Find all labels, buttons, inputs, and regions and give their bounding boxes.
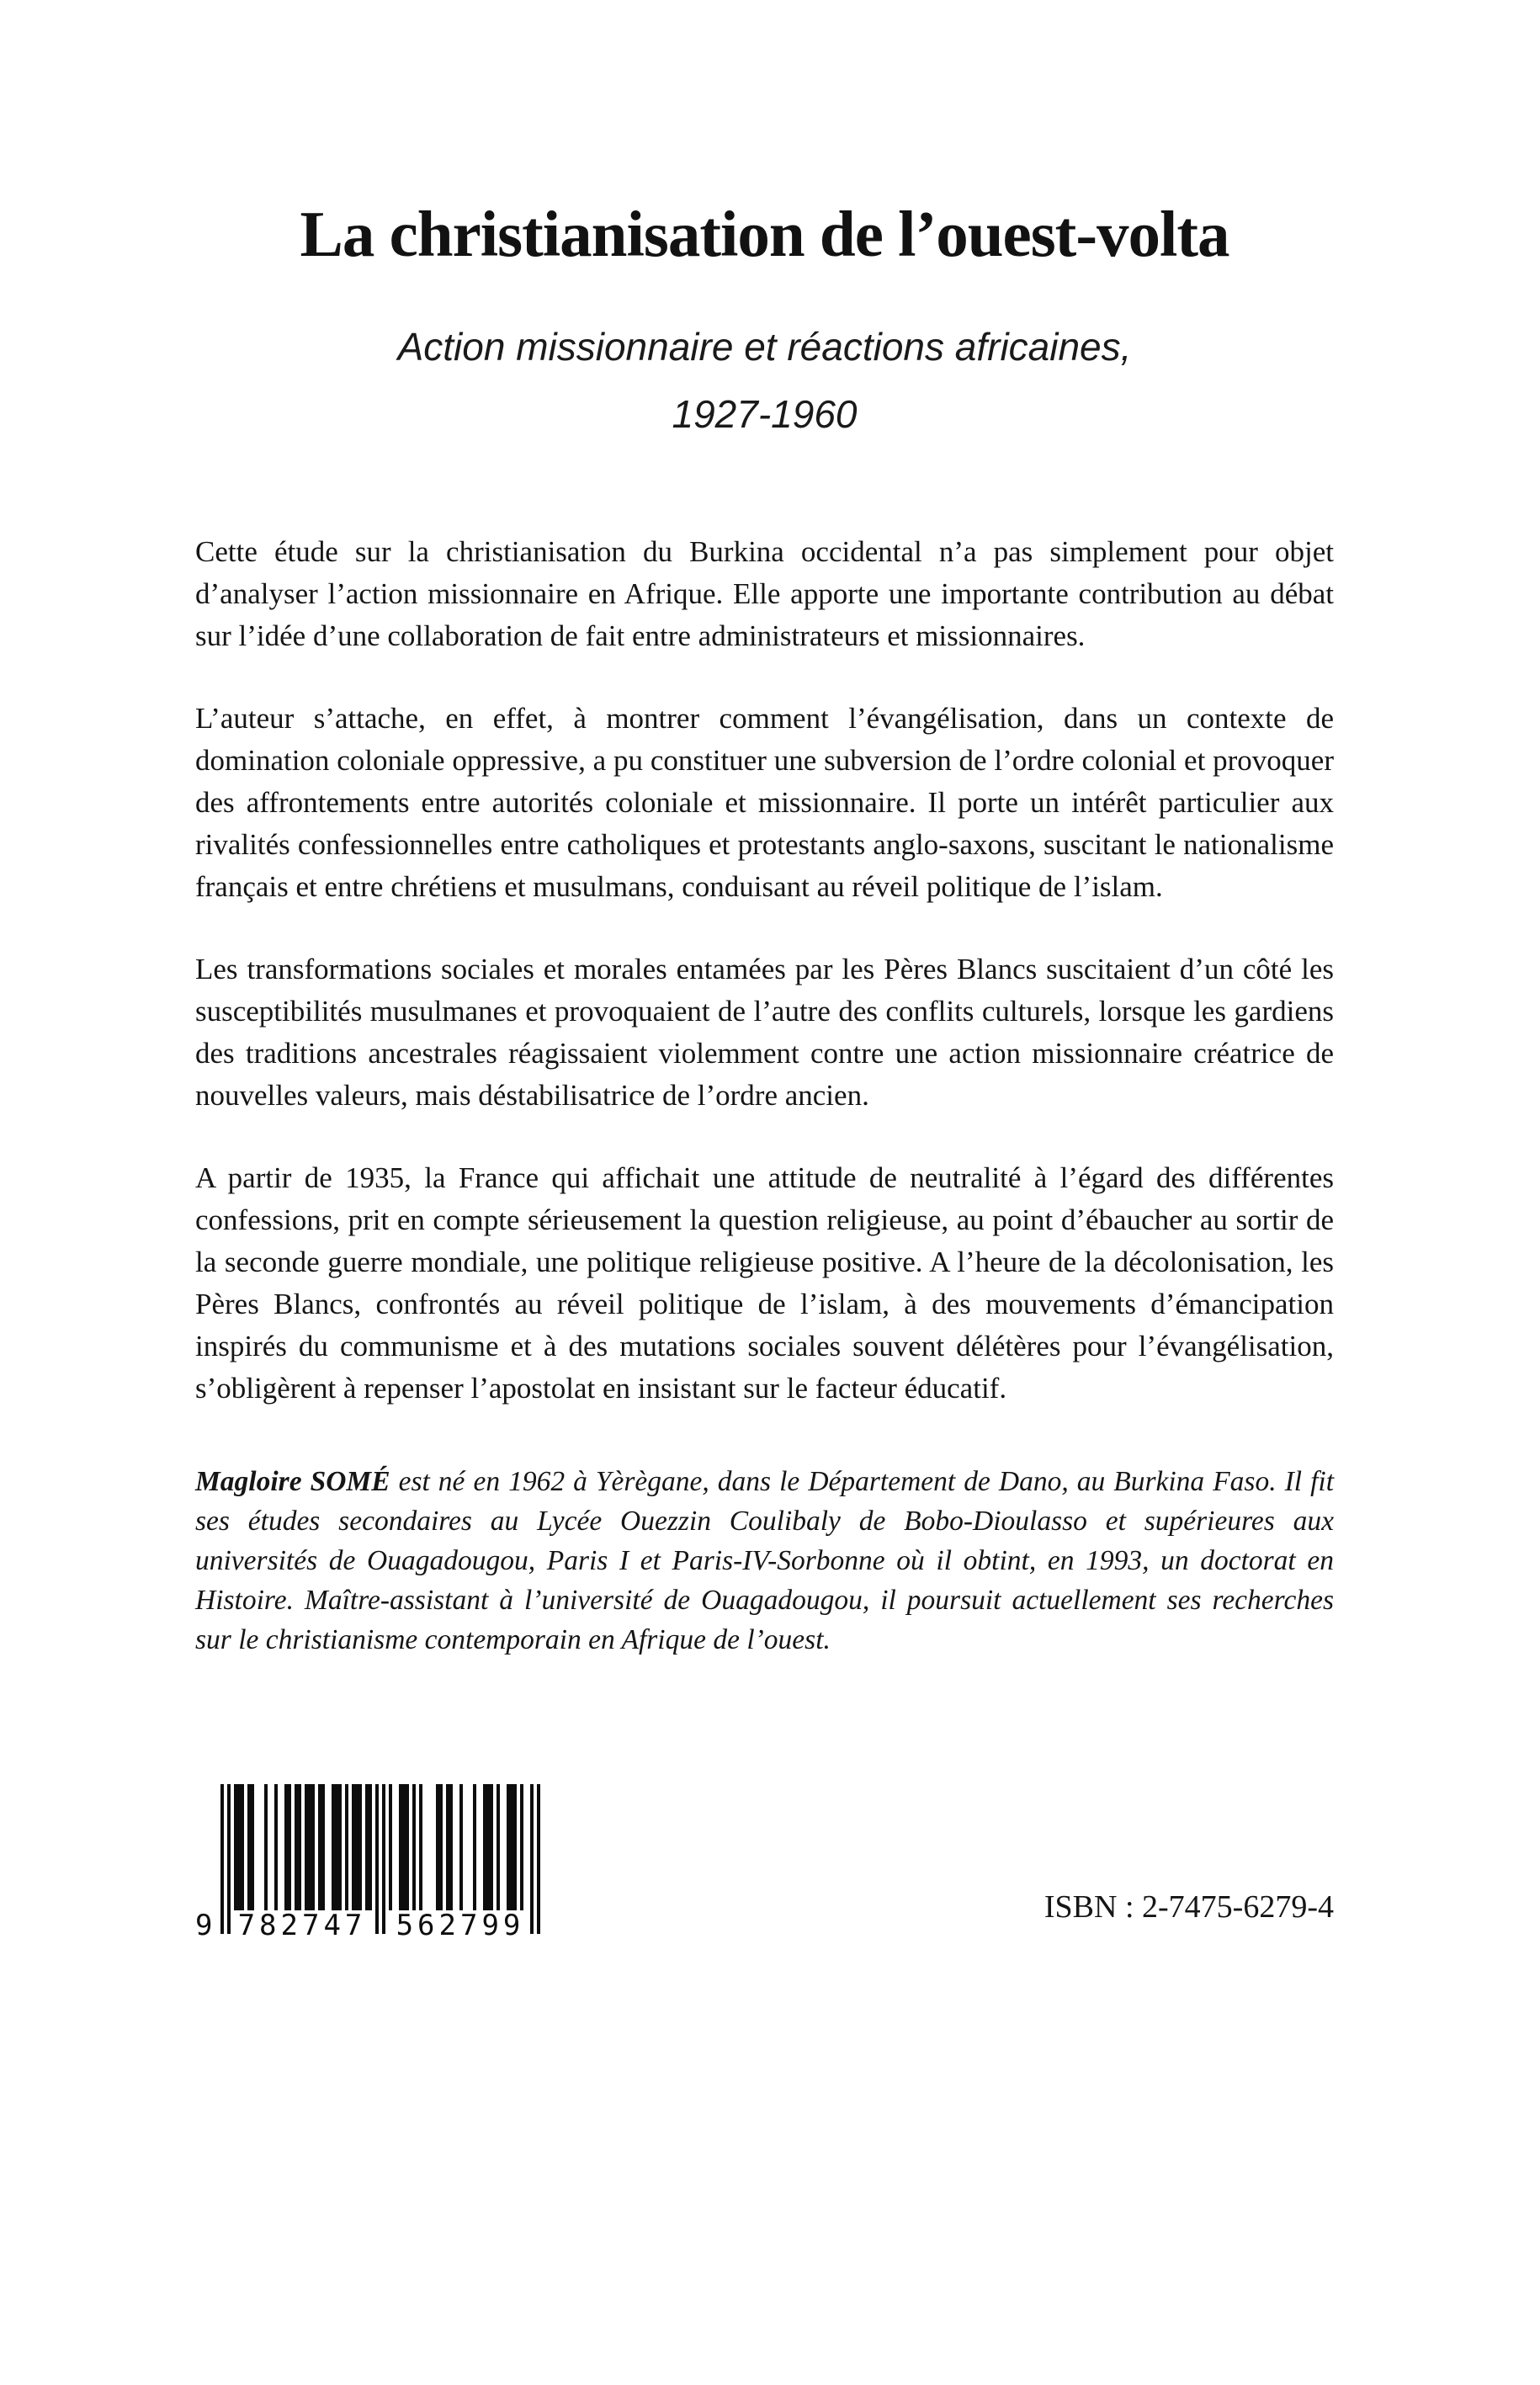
body-paragraph-4: A partir de 1935, la France qui affichait une attitude de neutralité à l’égard des différentes confessions, prit en compte sérieusement la question religieuse, au point d’ébaucher au sortir de la seconde guerre mondiale, une politique religieuse positive. A l’heure de la décolonisation, les Pères Blancs, confrontés au réveil politique de l’islam, à des mouvements d’émancipation inspirés du communisme et à des mutations sociales souvent délétères pour l’évangélisation, s’obligèrent à repenser l’apostolat en insistant sur le facteur éducatif.	[195, 1161, 1334, 1405]
barcode-digits-right: 562799	[396, 1908, 525, 1942]
book-subtitle	[195, 324, 1334, 437]
author-bio-text: est né en 1962 à Yèrègane, dans le Département de Dano, au Burkina Faso. Il fit ses études secondaires au Lycée Ouezzin Coulibaly de Bobo-Dioulasso et supérieures aux universités de Ouagadougou, Paris I et Paris-IV-Sorbonne où il obtint, en 1993, un doctorat en Histoire. Maître-assistant à l’université de Ouagadougou, il poursuit actuellement ses recherches sur le christianisme contemporain en Afrique de l’ouest.	[195, 1465, 1334, 1655]
barcode-digits-left: 782747	[237, 1908, 367, 1942]
book-title: La christianisation de l’ouest-volta	[300, 198, 1229, 270]
barcode	[195, 1784, 552, 1951]
subtitle-line-1: Action missionnaire et réactions africaines,	[397, 324, 1132, 369]
barcode-digit-lead: 9	[195, 1908, 213, 1942]
body-paragraph-1: Cette étude sur la christianisation du Burkina occidental n’a pas simplement pour objet d’analyser l’action missionnaire en Afrique. Elle apporte une importante contribution au débat sur l’idée d’une collaboration de fait entre administrateurs et missionnaires.	[195, 534, 1334, 652]
author-name: Magloire SOMÉ	[195, 1465, 390, 1497]
subtitle-line-2: 1927-1960	[672, 391, 858, 436]
body-paragraph-3: Les transformations sociales et morales entamées par les Pères Blancs suscitaient d’un côté les susceptibilités musulmanes et provoquaient de l’autre des conflits culturels, lorsque les gardiens des traditions ancestrales réagissaient violemment contre une action missionnaire créatrice de nouvelles valeurs, mais déstabilisatrice de l’ordre ancien.	[195, 952, 1334, 1112]
author-bio	[195, 1462, 1334, 1660]
barcode-bar	[537, 1784, 540, 1934]
bottom-row	[195, 1784, 1334, 1951]
isbn-text: ISBN : 2-7475-6279-4	[1043, 1888, 1334, 1925]
body-paragraph-2: L’auteur s’attache, en effet, à montrer comment l’évangélisation, dans un contexte de domination coloniale oppressive, a pu constituer une subversion de l’ordre colonial et provoquer des affrontements entre autorités coloniale et missionnaire. Il porte un intérêt particulier aux rivalités confessionnelles entre catholiques et protestants anglo-saxons, suscitant le nationalisme français et entre chrétiens et musulmans, conduisant au réveil politique de l’islam.	[195, 701, 1334, 903]
